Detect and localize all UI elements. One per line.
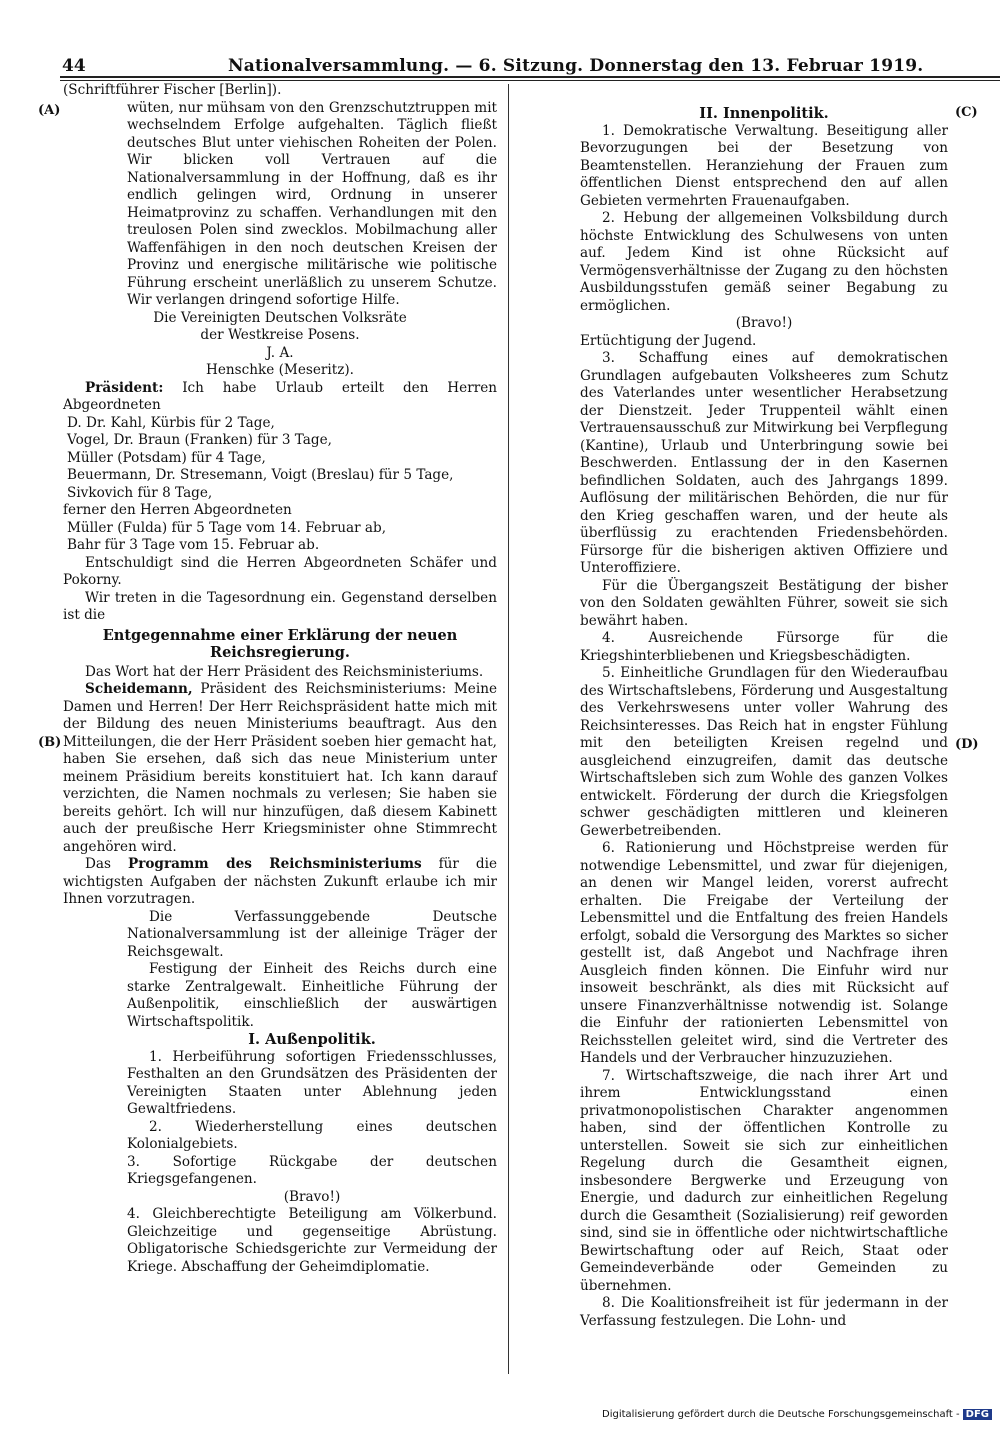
ertuechtigung-line: Ertüchtigung der Jugend.: [580, 332, 757, 349]
verfassung-paragraph: Die Verfassunggebende Deutsche Nationalversammlung ist der alleinige Träger der Reichsgewalt.: [127, 908, 497, 960]
program-item: 2. Hebung der allgemeinen Volksbildung durch höchste Entwicklung des Schulwesens von unten auf. Jedem Kind ist ohne Rücksicht auf Vermögensverhältnisse der Zugang zu den höchsten Ausbildungsstufen gemäß seiner Begabung zu ermöglichen.: [580, 210, 948, 314]
margin-mark-d: (D): [955, 737, 979, 752]
program-item: 7. Wirtschaftszweige, die nach ihrer Art und ihrem Entwicklungsstand einen privatmonopolistischen Charakter angenommen haben, sind der öffentlichen Kontrolle zu unterstellen. Soweit sie sich zur einheitlichen Regelung durch die Gesamtheit eignen, insbesondere Bergwerke und Erzeugung von Energie, und dadurch zur einheitlichen Regelung durch die Gesamtheit (Sozialisierung) reif geworden sind, sind sie in öffentliche oder nichtwirtschaftliche Bewirtschaftung oder auf Reich, Staat oder Gemeindeverbände oder Gemeinden zu übernehmen.: [580, 1067, 948, 1294]
speaker-note: (Schriftführer Fischer [Berlin]).: [63, 82, 282, 98]
program-item: 1. Demokratische Verwaltung. Beseitigung aller Bevorzugungen bei der Besetzung von Beamtenstellen. Heranziehung der Frauen zum öffentlichen Dienst entsprechend den auf allen Gebieten vermehrten Frauenaufgaben.: [580, 122, 948, 209]
president-text: Ich habe Urlaub erteilt den Herren Abgeordneten: [63, 379, 497, 413]
signature-line: der Westkreise Posens.: [200, 327, 360, 343]
programm-paragraph: [63, 856, 497, 909]
footer-text: Digitalisierung gefördert durch die Deutsche Forschungsgemeinschaft -: [602, 1409, 960, 1420]
scheidemann-paragraph: [63, 681, 497, 856]
section-heading: II. Innenpolitik.: [699, 105, 829, 122]
page-number: 44: [62, 56, 86, 76]
programm-pre: Das: [85, 856, 111, 872]
program-item: 4. Gleichberechtigte Beteiligung am Völkerbund. Gleichzeitige und gegenseitige Abrüstung. Obligatorische Schiedsgerichte zur Vermeidung der Kriege. Abschaffung der Geheimdiplomatie.: [127, 1206, 497, 1275]
program-item: 8. Die Koalitionsfreiheit ist für jedermann in der Verfassung festzulegen. Die Lohn- und: [580, 1295, 948, 1329]
bravo-interjection: (Bravo!): [283, 1188, 341, 1205]
ferner-line: ferner den Herren Abgeordneten: [63, 502, 292, 518]
leave-item: D. Dr. Kahl, Kürbis für 2 Tage,: [67, 414, 275, 431]
telegram-text: wüten, nur mühsam von den Grenzschutztruppen mit wechselndem Erfolge aufgehalten. Täglich fließt deutsches Blut unter viehischen Roheiten der Polen. Wir blicken voll Vertrauen auf die Nationalversammlung in der Hoffnung, daß es ihr endlich gelingen wird, Ordnung in unserer Heimatprovinz zu schaffen. Verhandlungen mit den treulosen Polen sind zwecklos. Mobilmachung aller Waffenfähigen in den noch deutschen Kreisen der Provinz und energische militärische wie politische Führung erscheint unerläßlich zu unserem Schutze. Wir verlangen dringend sofortige Hilfe.: [127, 99, 497, 308]
program-item: 3. Schaffung eines auf demokratischen Grundlagen aufgebauten Volksheeres zum Schutz des Vaterlandes unter wesentlicher Herabsetzung der Dienstzeit. Jeder Truppenteil wählt einen Vertrauensausschuß zur Mitwirkung bei Verpflegung (Kantine), Urlaub und Unterbringung sowie bei Beschwerden. Entlassung der in den Kasernen befindlichen Soldaten, auch des Jahrgangs 1899. Auflösung der militärischen Behörden, die nur für den Krieg geschaffen waren, und der heute als überflüssig zu erachtenden Friedensbehörden. Fürsorge für die bisherigen aktiven Offiziere und Unteroffiziere.: [580, 350, 948, 576]
leave-item: Bahr für 3 Tage vom 15. Februar ab.: [67, 537, 320, 553]
signature-line: J. A.: [266, 344, 294, 361]
leave-item: Beuermann, Dr. Stresemann, Voigt (Breslau) für 5 Tage,: [67, 467, 454, 483]
festigung-paragraph: Festigung der Einheit des Reichs durch eine starke Zentralgewalt. Einheitliche Führung der Außenpolitik, einschließlich der auswärtigen Wirtschaftspolitik.: [127, 961, 497, 1030]
digitization-footer: [602, 1409, 992, 1420]
margin-mark-b: (B): [38, 735, 62, 750]
bravo-interjection: (Bravo!): [735, 315, 793, 331]
speaker-label: Scheidemann,: [85, 681, 193, 697]
program-item: 6. Rationierung und Höchstpreise werden für notwendige Lebensmittel, und zwar für diejenigen, an denen wir Mangel leiden, vorerst aufrecht erhalten. Die Freigabe der Verteilung der Lebensmittel und die Entfaltung des freien Handels erfolgt, sobald die Versorgung des Marktes so sicher gestellt ist, daß Angebot und Nachfrage ihren Ausgleich finden können. Die Einfuhr wird nur insoweit beschränkt, als dies mit Rücksicht auf unsere Finanzverhältnisse notwendig ist. Solange die Einfuhr der rationierten Lebensmittel von Reichsstellen geleitet wird, sind die Vertreter des Handels und der Verbraucher hinzuzuziehen.: [580, 840, 948, 1066]
agenda-paragraph: Wir treten in die Tagesordnung ein. Gegenstand derselben ist die: [63, 589, 497, 623]
scheidemann-text: Präsident des Reichsministeriums: Meine Damen und Herren! Der Herr Reichspräsident hatte mich mit der Bildung des neuen Ministeriums beauftragt. Aus den Mitteilungen, die der Herr Präsident soeben hier gemacht hat, haben Sie ersehen, daß sich das neue Ministerium unter meinem Präsidium bereits konstituiert hat. Ich kann darauf verzichten, die Namen nochmals zu verlesen; Sie haben sie bereits gehört. Ich will nur hinzufügen, daß diesem Kabinett auch der preußische Herr Kriegsminister ohne Stimmrecht angehören wird.: [63, 681, 497, 855]
program-item: 3. Sofortige Rückgabe der deutschen Kriegsgefangenen.: [127, 1153, 497, 1187]
column-divider: [508, 84, 509, 1374]
program-item: 4. Ausreichende Fürsorge für die Kriegshinterbliebenen und Kriegsbeschädigten.: [580, 630, 948, 664]
program-item: 5. Einheitliche Grundlagen für den Wiederaufbau des Wirtschaftslebens, Förderung und Ausgestaltung des Verkehrswesens unter voller Wahrung des Reichsinteresses. Das Reich hat in engster Fühlung mit den beteiligten Kreisen regelnd und ausgleichend einzugreifen, damit das deutsche Wirtschaftsleben sich zum Wohle des ganzen Volkes entwickelt. Förderung der durch die Kriegsfolgen schwer geschädigten mittleren und kleineren Gewerbetreibenden.: [580, 665, 948, 839]
programm-post: für die wichtigsten Aufgaben der nächsten Zukunft erlaube ich mir Ihnen vorzutragen.: [63, 856, 498, 907]
program-item: 2. Wiederherstellung eines deutschen Kolonialgebiets.: [127, 1118, 497, 1152]
running-title: Nationalversammlung. — 6. Sitzung. Donnerstag den 13. Februar 1919.: [228, 56, 924, 76]
right-column: [580, 105, 948, 1330]
excused-paragraph: Entschuldigt sind die Herren Abgeordneten Schäfer und Pokorny.: [63, 554, 497, 588]
program-item: Für die Übergangszeit Bestätigung der bisher von den Soldaten gewählten Führer, soweit sie sich bewährt haben.: [580, 577, 948, 629]
signature-line: Die Vereinigten Deutschen Volksräte: [153, 309, 407, 326]
header-rule-thin: [60, 80, 1000, 81]
agenda-heading: Entgegennahme einer Erklärung der neuen Reichsregierung.: [102, 626, 458, 661]
signature-line: Henschke (Meseritz).: [206, 362, 354, 378]
word-paragraph: Das Wort hat der Herr Präsident des Reichsministeriums.: [85, 663, 484, 680]
leave-item: Sivkovich für 8 Tage,: [67, 484, 213, 501]
margin-mark-a: (A): [38, 103, 61, 118]
program-item: 1. Herbeiführung sofortigen Friedensschlusses, Festhalten an den Grundsätzen des Präsidenten der Vereinigten Staaten unter Ablehnung jeden Gewaltfriedens.: [127, 1048, 497, 1117]
speaker-label: Präsident:: [85, 379, 164, 396]
leave-item: Müller (Fulda) für 5 Tage vom 14. Februar ab,: [67, 519, 387, 536]
margin-mark-c: (C): [955, 105, 978, 120]
section-heading: I. Außenpolitik.: [248, 1031, 376, 1048]
programm-title: Programm des Reichsministeriums: [127, 856, 422, 872]
left-column: [63, 82, 497, 1276]
header-rule: [60, 76, 1000, 78]
leave-item: Müller (Potsdam) für 4 Tage,: [67, 449, 266, 466]
dfg-logo: DFG: [963, 1409, 992, 1420]
leave-item: Vogel, Dr. Braun (Franken) für 3 Tage,: [67, 432, 332, 448]
president-paragraph: [63, 380, 497, 415]
